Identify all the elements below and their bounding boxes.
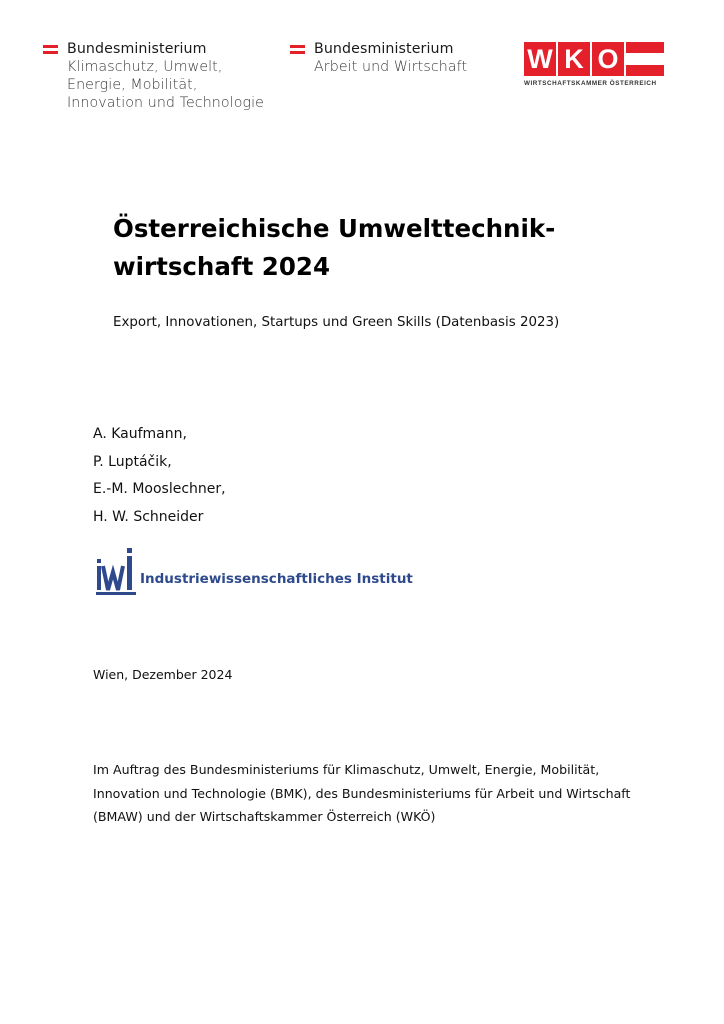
commission-line: Im Auftrag des Bundesministeriums für Klimaschutz, Umwelt, Energie, Mobilität, xyxy=(93,762,600,777)
logo-iwi xyxy=(96,546,456,596)
iwi-emblem-icon xyxy=(96,546,140,596)
logo-bmk xyxy=(43,40,283,112)
bmk-line: Energie, Mobilität, xyxy=(67,77,198,93)
wko-flag-stripes-icon xyxy=(626,42,664,76)
wko-letter: W xyxy=(524,42,556,76)
austrian-flag-icon xyxy=(43,45,58,54)
bmaw-line: Arbeit und Wirtschaft xyxy=(314,59,468,75)
publication-date: Wien, Dezember 2024 xyxy=(93,667,233,682)
austrian-flag-icon xyxy=(290,45,305,54)
bmaw-title: Bundesministerium xyxy=(314,41,454,57)
author: H. W. Schneider xyxy=(93,508,204,525)
author-list xyxy=(93,421,226,531)
commission-line: (BMAW) und der Wirtschaftskammer Österreich (WKÖ) xyxy=(93,809,436,824)
document-title xyxy=(113,210,633,286)
title-line: wirtschaft 2024 xyxy=(113,252,330,281)
bmk-title: Bundesministerium xyxy=(67,41,207,57)
title-line: Österreichische Umwelttechnik- xyxy=(113,214,556,243)
logo-bmaw xyxy=(290,40,510,76)
wko-letter: K xyxy=(558,42,590,76)
wko-letter: O xyxy=(592,42,624,76)
wko-subtitle: WIRTSCHAFTSKAMMER ÖSTERREICH xyxy=(524,80,657,87)
author: A. Kaufmann, xyxy=(93,426,187,442)
bmk-text xyxy=(67,40,283,112)
document-subtitle: Export, Innovationen, Startups und Green Skills (Datenbasis 2023) xyxy=(113,315,560,330)
author: P. Luptáčik, xyxy=(93,453,172,470)
bmk-line: Klimaschutz, Umwelt, xyxy=(67,59,223,75)
institute-name: Industriewissenschaftliches Institut xyxy=(140,571,413,587)
commission-statement xyxy=(93,758,630,829)
author: E.-M. Mooslechner, xyxy=(93,481,226,497)
bmk-line: Innovation und Technologie xyxy=(67,95,264,111)
commission-line: Innovation und Technologie (BMK), des Bundesministeriums für Arbeit und Wirtschaft xyxy=(93,785,631,801)
logo-wko xyxy=(524,42,669,87)
bmaw-text xyxy=(314,40,510,76)
